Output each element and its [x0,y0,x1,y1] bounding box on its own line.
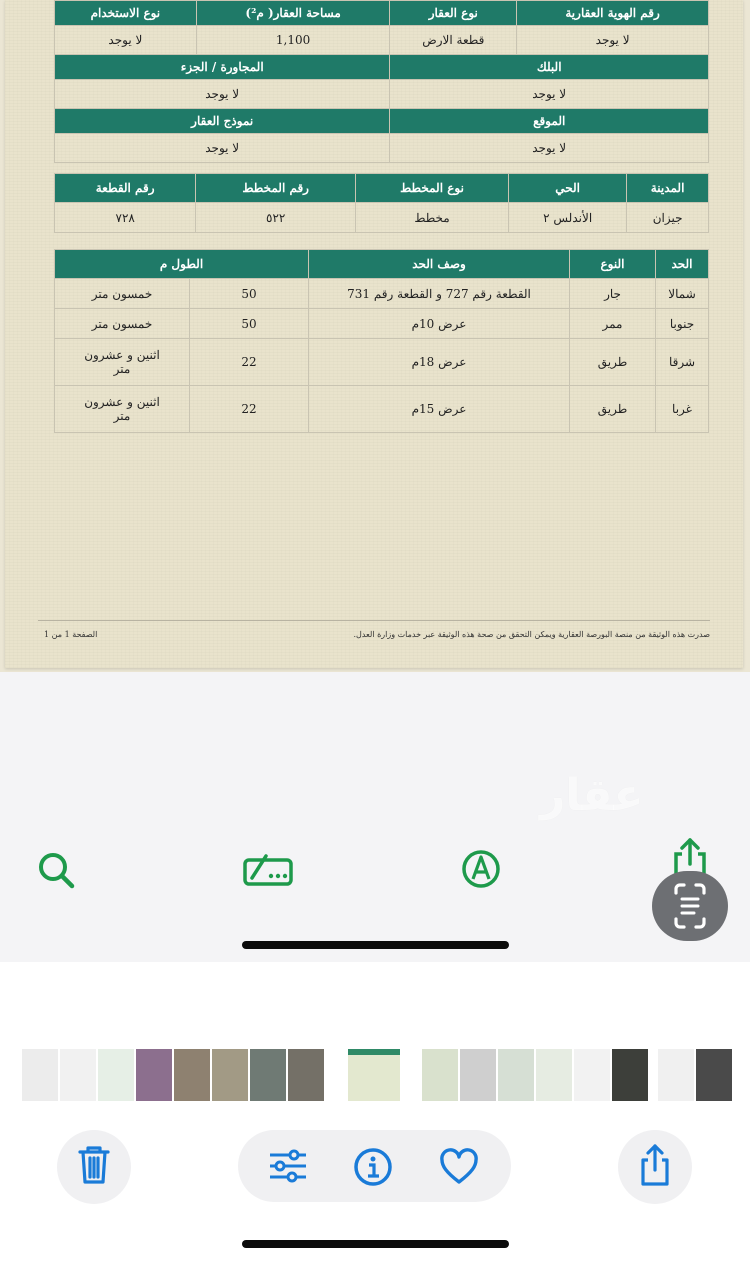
header-plan-type: نوع المخطط [356,174,509,203]
cell-length: 22 [190,386,309,433]
header-boundary: الحد [656,250,709,279]
cell-length: 50 [190,279,309,309]
cell-side: شمالا [656,279,709,309]
header-property-area: مساحة العقار( م²) [196,1,390,26]
home-indicator[interactable] [242,1240,509,1248]
thumbnail[interactable] [536,1049,572,1101]
home-indicator[interactable] [242,941,509,949]
thumbnail[interactable] [288,1049,324,1101]
header-boundary-type: النوع [570,250,656,279]
thumbnail[interactable] [658,1049,694,1101]
header-city: المدينة [627,174,709,203]
value-location: لا يوجد [390,134,709,163]
value-property-id: لا يوجد [517,26,709,55]
cell-type: جار [570,279,656,309]
header-neighborhood-part: المجاورة / الجزء [55,55,390,80]
header-district: الحي [509,174,627,203]
thumbnail[interactable] [212,1049,248,1101]
cell-desc: القطعة رقم 727 و القطعة رقم 731 [309,279,570,309]
thumbnail[interactable] [136,1049,172,1101]
footer-disclaimer: صدرت هذه الوثيقة من منصة البورصة العقارية ويمكن التحقق من صحة هذه الوثيقة عبر خدمات وزارة العدل. [353,630,710,639]
text-form-icon[interactable] [242,850,294,894]
cell-desc: عرض 15م [309,386,570,433]
cell-side: غربا [656,386,709,433]
thumbnail-selected[interactable] [348,1049,400,1101]
header-usage-type: نوع الاستخدام [55,1,197,26]
table-row [55,386,709,433]
action-pill [238,1130,511,1202]
value-neighborhood-part: لا يوجد [55,80,390,109]
thumbnail[interactable] [174,1049,210,1101]
header-length: الطول م [55,250,309,279]
cell-side: جنوبا [656,309,709,339]
value-block: لا يوجد [390,80,709,109]
cell-length-text: اثنين و عشرون متر [55,339,190,386]
cell-type: ممر [570,309,656,339]
cell-length: 50 [190,309,309,339]
value-property-type: قطعة الارض [390,26,517,55]
header-property-type: نوع العقار [390,1,517,26]
header-location: الموقع [390,109,709,134]
header-block: البلك [390,55,709,80]
cell-type: طريق [570,386,656,433]
search-icon[interactable] [36,850,76,894]
live-text-button[interactable] [652,871,728,941]
value-plan-type: مخطط [356,203,509,233]
header-plot-number: رقم القطعة [55,174,196,203]
heart-icon[interactable] [438,1148,480,1186]
cell-side: شرقا [656,339,709,386]
cell-length-text: خمسون متر [55,309,190,339]
thumbnail[interactable] [498,1049,534,1101]
signature-icon[interactable] [460,848,502,894]
cell-type: طريق [570,339,656,386]
thumbnail[interactable] [250,1049,286,1101]
watermark-logo: عقار [540,770,644,821]
header-boundary-desc: وصف الحد [309,250,570,279]
page-number: الصفحة 1 من 1 [44,630,98,639]
header-property-model: نموذج العقار [55,109,390,134]
value-property-area: 1,100 [196,26,390,55]
thumbnail[interactable] [22,1049,58,1101]
footer-divider [38,620,710,621]
cell-length-text: خمسون متر [55,279,190,309]
table-row [55,309,709,339]
info-icon[interactable] [352,1146,394,1188]
table-row [55,339,709,386]
value-plan-number: ٥٢٢ [196,203,356,233]
thumbnail[interactable] [574,1049,610,1101]
cell-desc: عرض 18م [309,339,570,386]
delete-button[interactable] [57,1130,131,1204]
thumbnail[interactable] [98,1049,134,1101]
value-usage-type: لا يوجد [55,26,197,55]
share-button[interactable] [618,1130,692,1204]
thumbnail[interactable] [422,1049,458,1101]
thumbnail[interactable] [460,1049,496,1101]
adjust-icon[interactable] [266,1146,310,1186]
share-icon [618,1130,692,1204]
value-district: الأندلس ٢ [509,203,627,233]
value-plot-number: ٧٢٨ [55,203,196,233]
value-property-model: لا يوجد [55,134,390,163]
thumbnail-strip[interactable] [22,1049,732,1101]
header-property-id: رقم الهوية العقارية [517,1,709,26]
thumbnail[interactable] [696,1049,732,1101]
trash-icon [57,1130,131,1204]
property-info-table [54,0,709,163]
value-city: جيزان [627,203,709,233]
header-plan-number: رقم المخطط [196,174,356,203]
photo-browser [0,962,750,1262]
cell-length: 22 [190,339,309,386]
boundaries-table [54,249,709,433]
thumbnail[interactable] [60,1049,96,1101]
thumbnail[interactable] [612,1049,648,1101]
cell-length-text: اثنين و عشرون متر [55,386,190,433]
location-table [54,173,709,233]
cell-desc: عرض 10م [309,309,570,339]
table-row [55,279,709,309]
